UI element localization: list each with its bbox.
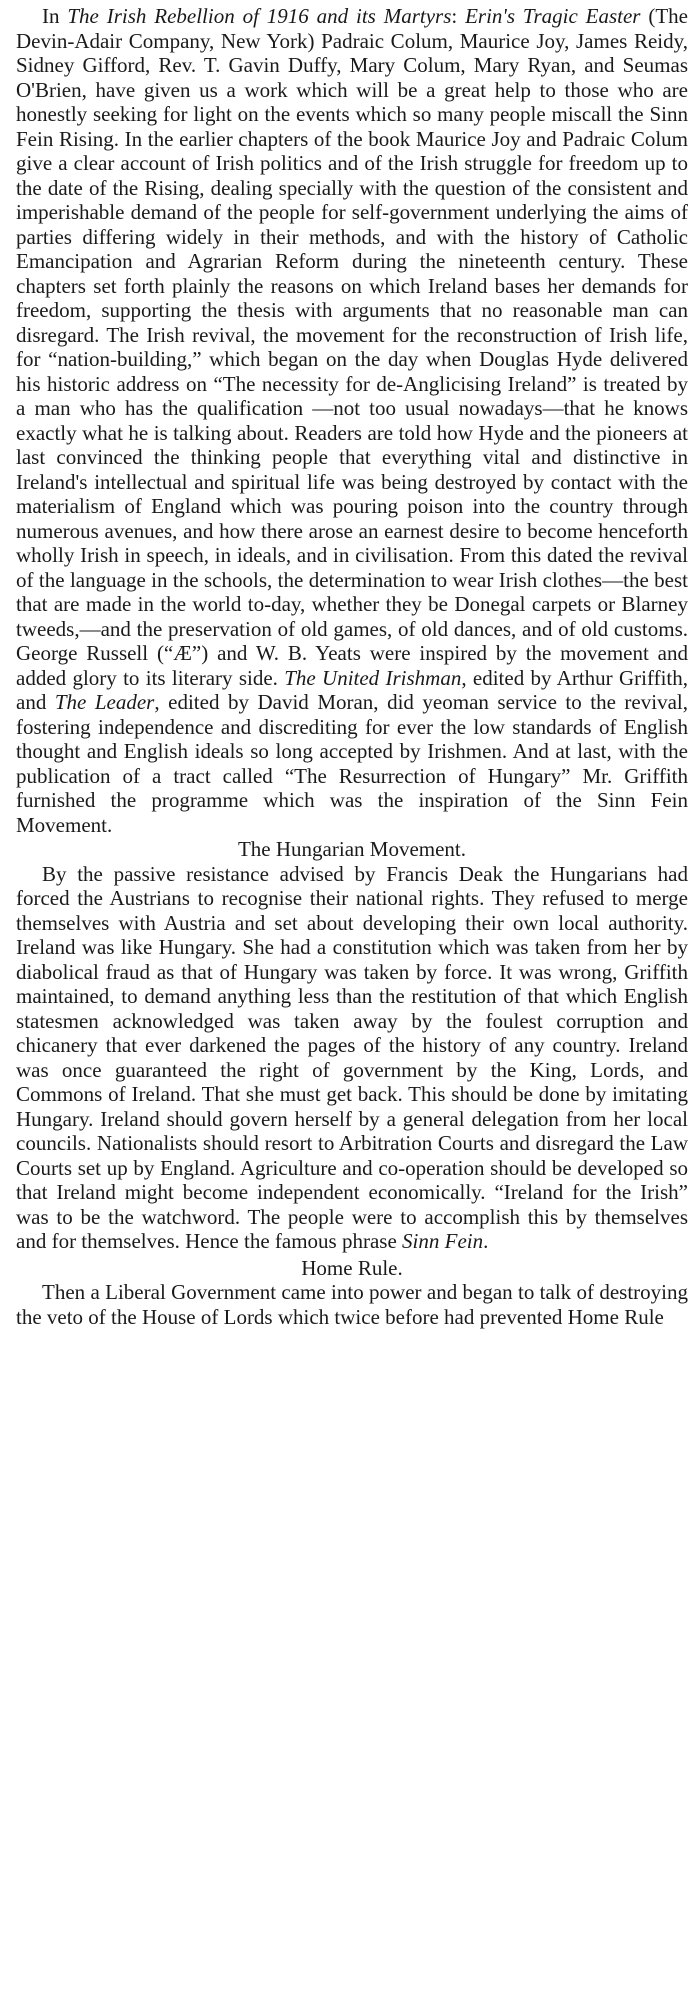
text-run: . [483,1229,489,1253]
paragraph-intro [16,4,688,837]
text-run: , edited by David Moran, did yeoman service to the revival, fostering independence and discrediting for ever the low standards of English thought and English ideals so long accepted by Irishmen. And at last, with the publication of a tract called “The Resurrection of Hungary” Mr. Griffith furnished the programme which was the inspiration of the Sinn Fein Movement. [16,690,688,837]
paragraph-hungarian [16,862,688,1254]
periodical-title: The United Irishman [284,665,462,690]
periodical-title: The Leader [54,690,155,714]
paragraph-home-rule [16,1280,688,1329]
book-title: The Irish Rebellion of 1916 and its Martyrs [67,4,452,28]
section-heading-hungarian: The Hungarian Movement. [237,837,467,861]
text-run: , edited by Arthur Griffith, and [16,665,688,714]
section-heading-home-rule: Home Rule. [301,1255,403,1280]
text-run: By the passive resistance advised by Francis Deak the Hungarians had forced the Austrians to recognise their national rights. They refused to merge themselves with Austria and set about developing their own local authority. Ireland was like Hungary. She had a constitution which was taken from her by diabolical fraud as that of Hungary was taken by force. It was wrong, Griffith maintained, to demand anything less than the restitution of that which English statesmen acknowledged was taken away by the foulest corruption and chicanery that ever darkened the pages of the history of any country. Ireland was once guaranteed the right of government by the King, Lords, and Commons of Ireland. That she must get back. This should be done by imitating Hungary. Ireland should govern herself by a general delegation from her local councils. Nationalists should resort to Arbitration Courts and disregard the Law Courts set up by England. Agriculture and co-operation should be developed so that Ireland might become independent economically. “Ireland for the Irish” was to be the watchword. The people were to accomplish this by themselves and for themselves. Hence the famous phrase [16,861,688,1253]
article-column [16,4,688,1329]
text-run: : [451,4,466,28]
text-run: (The Devin-Adair Company, New York) Padraic Colum, Maurice Joy, James Reidy, Sidney Gifford, Rev. T. Gavin Duffy, Mary Colum, Mary Ryan, and Seumas O'Brien, have given us a work which will be a great help to those who are honestly seeking for light on the events which so many people miscall the Sinn Fein Rising. In the earlier chapters of the book Maurice Joy and Padraic Colum give a clear account of Irish politics and of the Irish struggle for freedom up to the date of the Rising, dealing specially with the question of the consistent and imperishable demand of the people for self-government underlying the aims of parties differing widely in their methods, and with the history of Catholic Emancipation and Agrarian Reform during the nineteenth century. These chapters set forth plainly the reasons on which Ireland bases her demands for freedom, supporting the thesis with arguments that no reasonable man can disregard. The Irish revival, the movement for the reconstruction of Irish life, for “nation-building,” which began on the day when Douglas Hyde delivered his historic address on “The necessity for de-Anglicising Ireland” is treated by a man who has the qualification —not too usual nowadays—that he knows exactly what he is talking about. Readers are told how Hyde and the pioneers at last convinced the thinking people that everything vital and distinctive in Ireland's intellectual and spiritual life was being destroyed by contact with the materialism of England which was pouring poison into the country through numerous avenues, and how there arose an earnest desire to become henceforth wholly Irish in speech, in ideals, and in civilisation. From this dated the revival of the language in the schools, the determination to wear Irish clothes—the best that are made in the world to-day, whether they be Donegal carpets or Blarney tweeds,—and the preservation of old games, of old dances, and of old customs. George Russell (“Æ”) and W. B. Yeats were inspired by the movement and added glory to its literary side. [16,4,688,690]
text-run: Then a Liberal Government came into power and began to talk of destroying the veto of the House of Lords which twice before had prevented Home Rule [16,1280,688,1329]
phrase-sinn-fein: Sinn Fein [402,1229,484,1253]
text-run: In [42,4,68,28]
book-subtitle: Erin's Tragic Easter [465,4,641,28]
